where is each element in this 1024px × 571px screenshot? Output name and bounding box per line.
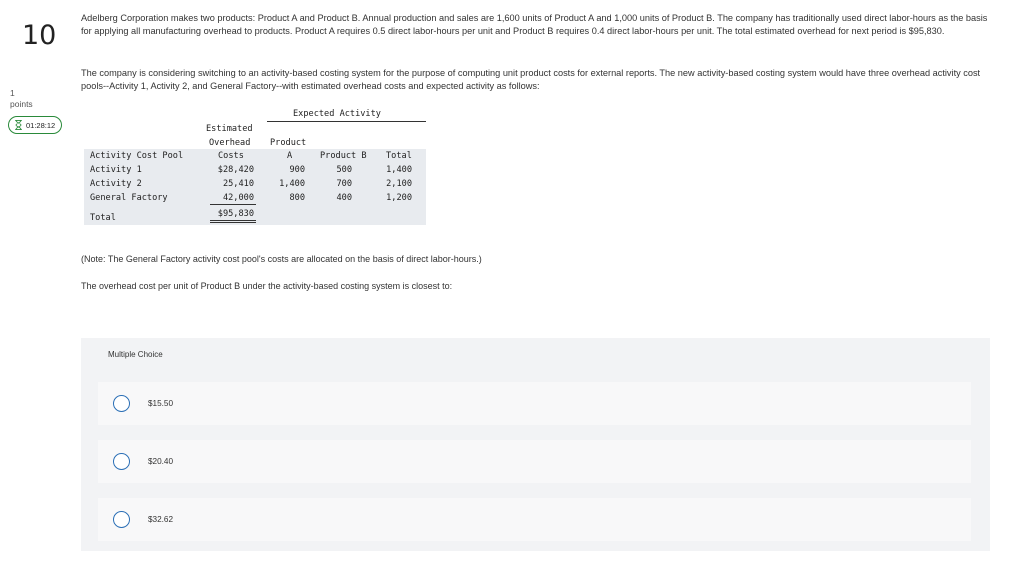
row-a: 800 [289,193,305,203]
choice-option[interactable] [98,382,971,425]
header-estimated: Estimated [206,124,253,134]
radio-button[interactable] [113,453,130,470]
multiple-choice-label: Multiple Choice [108,350,163,359]
choice-label: $15.50 [148,399,174,408]
question-prompt: The overhead cost per unit of Product B under the activity-based costing system is closest to: [81,281,453,291]
total-cost: $95,830 [217,209,254,219]
row-cost: $28,420 [217,165,254,175]
header-overhead: Overhead [209,138,251,148]
points-label: points [10,99,33,109]
row-total: 2,100 [386,179,412,189]
points-value: 1 [10,88,15,98]
row-a: 900 [289,165,305,175]
choice-option[interactable] [98,498,971,541]
choice-option[interactable] [98,440,971,483]
choice-label: $32.62 [148,515,174,524]
header-product-b: Product B [320,151,367,161]
question-paragraph-2: The company is considering switching to an activity-based costing system for the purpose of computing unit product costs for external reports. The new activity-based costing system would have three overhead activity cost pools--Activity 1, Activity 2, and General Factory--with estimated overhead costs and expected activity as follows: [81,68,981,91]
timer-badge[interactable] [8,116,62,134]
points-indicator [10,88,33,110]
row-pool: General Factory [90,193,168,203]
header-product: Product [270,138,307,148]
note-text: (Note: The General Factory activity cost pool's costs are allocated on the basis of direct labor-hours.) [81,254,482,264]
question-number: 10 [22,20,57,51]
row-pool: Activity 2 [90,179,142,189]
row-b: 400 [336,193,352,203]
activity-cost-table [84,107,426,225]
row-b: 500 [336,165,352,175]
expected-activity-header: Expected Activity [293,109,381,119]
header-costs: Costs [218,151,244,161]
row-cost: 42,000 [222,193,254,203]
row-a: 1,400 [279,179,305,189]
row-total: 1,200 [386,193,412,203]
header-rule [267,121,426,122]
header-total: Total [386,151,412,161]
multiple-choice-panel [81,338,990,551]
radio-button[interactable] [113,395,130,412]
subtotal-rule [210,204,256,205]
radio-button[interactable] [113,511,130,528]
total-rule-1 [210,220,256,221]
hourglass-icon [14,120,23,130]
header-a: A [287,151,293,161]
choice-label: $20.40 [148,457,174,466]
timer-text: 01:28:12 [26,120,56,130]
row-pool: Activity 1 [90,165,142,175]
row-b: 700 [336,179,352,189]
header-activity-cost-pool: Activity Cost Pool [90,151,184,161]
total-label: Total [90,213,116,223]
total-rule-2 [210,222,256,223]
row-cost: 25,410 [222,179,254,189]
row-total: 1,400 [386,165,412,175]
question-paragraph-1: Adelberg Corporation makes two products: Product A and Product B. Annual production and sales are 1,600 units of Product A and 1,000 units of Product B. The company has traditionally used direct labor-hours as the basis for applying all manufacturing overhead to products. Product A requires 0.5 direct labor-hours per unit and Product B requires 0.4 direct labor-hours per unit. The total estimated overhead for next period is $95,830. [81,13,988,36]
